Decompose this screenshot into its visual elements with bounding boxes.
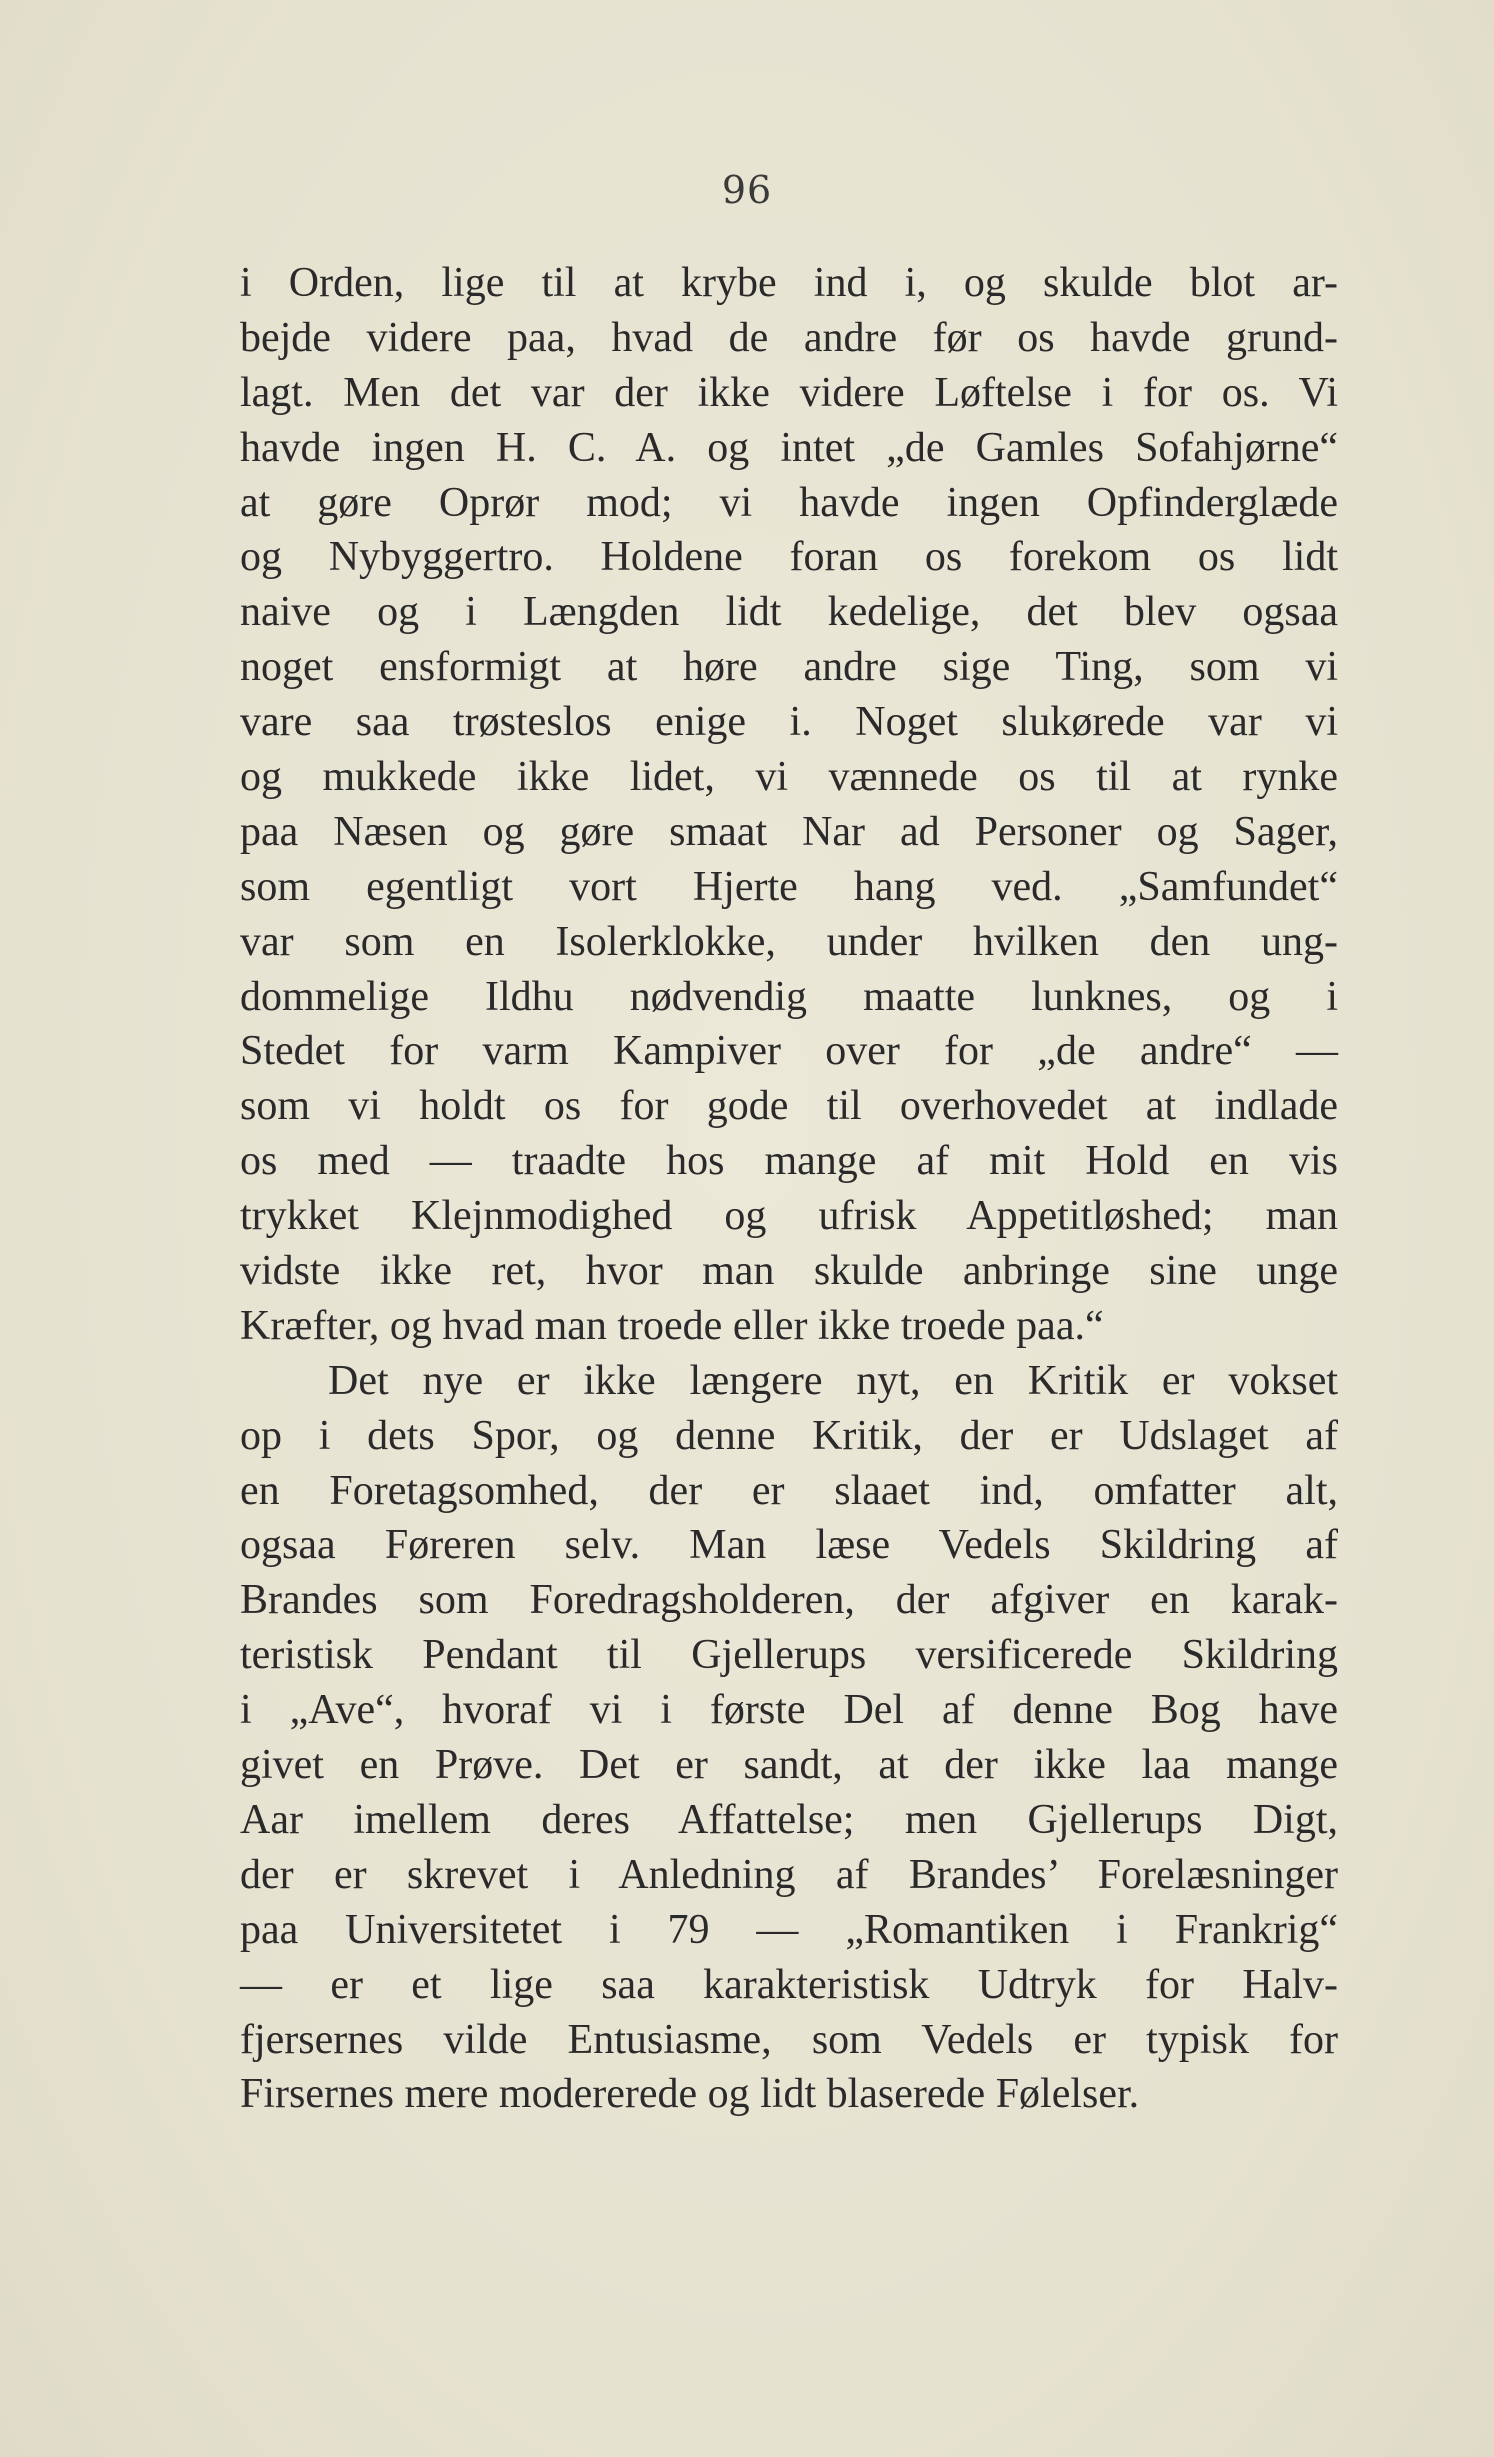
text-line: bejde videre paa, hvad de andre før os havde grund- bbox=[240, 314, 1338, 361]
page-number: 96 bbox=[721, 168, 773, 212]
text-line: Det nye er ikke længere nyt, en Kritik er vokset bbox=[328, 1357, 1338, 1404]
text-line: som vi holdt os for gode til overhovedet at indlade bbox=[240, 1083, 1338, 1130]
text-line: teristisk Pendant til Gjellerups versificerede Skildring bbox=[240, 1632, 1338, 1679]
text-line: der er skrevet i Anledning af Brandes’ Forelæsninger bbox=[240, 1851, 1338, 1898]
text-line: i Orden, lige til at krybe ind i, og skulde blot ar- bbox=[240, 260, 1338, 306]
text-line: og Nybyggertro. Holdene foran os forekom os lidt bbox=[240, 534, 1338, 581]
text-line: — er et lige saa karakteristisk Udtryk for Halv- bbox=[240, 1961, 1338, 2008]
text-line: Aar imellem deres Affattelse; men Gjellerups Digt, bbox=[240, 1796, 1338, 1843]
text-line: Firsernes mere modererede og lidt blaserede Følelser. bbox=[240, 2071, 1140, 2118]
text-line: vare saa trøsteslos enige i. Noget slukørede var vi bbox=[240, 699, 1338, 746]
text-line: Stedet for varm Kampiver over for „de andre“ — bbox=[240, 1028, 1338, 1075]
text-line: en Foretagsomhed, der er slaaet ind, omfatter alt, bbox=[240, 1467, 1338, 1514]
text-line: trykket Klejnmodighed og ufrisk Appetitløshed; man bbox=[240, 1193, 1338, 1240]
text-line: at gøre Oprør mod; vi havde ingen Opfinderglæde bbox=[240, 479, 1338, 526]
text-line: Kræfter, og hvad man troede eller ikke troede paa.“ bbox=[240, 1302, 1104, 1349]
text-line: havde ingen H. C. A. og intet „de Gamles Sofahjørne“ bbox=[240, 424, 1338, 471]
text-line: ogsaa Føreren selv. Man læse Vedels Skildring af bbox=[240, 1522, 1338, 1569]
text-line: lagt. Men det var der ikke videre Løftelse i for os. Vi bbox=[240, 369, 1338, 416]
text-line: paa Næsen og gøre smaat Nar ad Personer og Sager, bbox=[240, 808, 1338, 855]
body-text bbox=[240, 256, 1338, 2122]
text-line: paa Universitetet i 79 — „Romantiken i Frankrig“ bbox=[240, 1906, 1338, 1953]
text-line: var som en Isolerklokke, under hvilken den ung- bbox=[240, 918, 1338, 965]
text-line: noget ensformigt at høre andre sige Ting, som vi bbox=[240, 644, 1338, 691]
text-line: givet en Prøve. Det er sandt, at der ikke laa mange bbox=[240, 1742, 1338, 1789]
text-line: fjersernes vilde Entusiasme, som Vedels er typisk for bbox=[240, 2016, 1338, 2063]
text-line: som egentligt vort Hjerte hang ved. „Samfundet“ bbox=[240, 863, 1338, 910]
text-line: Brandes som Foredragsholderen, der afgiver en karak- bbox=[240, 1577, 1338, 1624]
text-line: vidste ikke ret, hvor man skulde anbringe sine unge bbox=[240, 1248, 1338, 1295]
text-line: naive og i Længden lidt kedelige, det blev ogsaa bbox=[240, 589, 1338, 636]
text-line: og mukkede ikke lidet, vi vænnede os til at rynke bbox=[240, 754, 1338, 801]
text-line: i „Ave“, hvoraf vi i første Del af denne Bog have bbox=[240, 1687, 1338, 1734]
text-line: op i dets Spor, og denne Kritik, der er Udslaget af bbox=[240, 1412, 1338, 1459]
text-line: os med — traadte hos mange af mit Hold en vis bbox=[240, 1138, 1338, 1185]
text-line: dommelige Ildhu nødvendig maatte lunknes, og i bbox=[240, 973, 1338, 1020]
